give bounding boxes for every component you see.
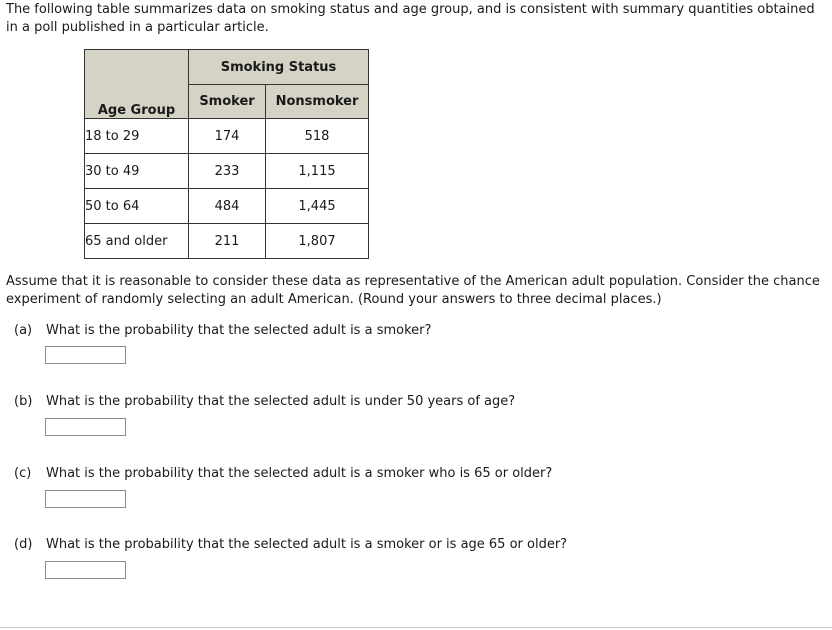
question-label: (a) [14,323,33,338]
smoker-cell: 211 [189,224,266,259]
nonsmoker-cell: 1,807 [266,224,369,259]
instructions-text: Assume that it is reasonable to consider these data as representative of the American adult population. Consider the chance experiment of randomly selecting an adult American. (Round your answers to three decimal places.) [6,274,820,307]
intro-text: The following table summarizes data on smoking status and age group, and is consistent with summary quantities obtained in a poll published in a particular article. [6,2,815,35]
answer-input-a[interactable] [45,346,126,364]
question-text: What is the probability that the selected adult is a smoker or is age 65 or older? [46,537,568,552]
smoker-cell: 233 [189,154,266,189]
question-d [14,536,567,554]
smoker-cell: 174 [189,119,266,154]
age-cell: 50 to 64 [85,189,189,224]
smoking-table [84,49,369,259]
nonsmoker-header: Nonsmoker [266,85,369,119]
nonsmoker-cell: 1,115 [266,154,369,189]
answer-input-c[interactable] [45,490,126,508]
question-label: (c) [14,466,32,481]
table-row [85,154,369,189]
smoker-header: Smoker [189,85,266,119]
question-label: (d) [14,537,33,552]
nonsmoker-cell: 518 [266,119,369,154]
age-group-header: Age Group [85,50,189,119]
answer-input-d[interactable] [45,561,126,579]
age-cell: 30 to 49 [85,154,189,189]
table-row [85,189,369,224]
table-row [85,224,369,259]
nonsmoker-cell: 1,445 [266,189,369,224]
age-cell: 65 and older [85,224,189,259]
question-text: What is the probability that the selected adult is a smoker who is 65 or older? [46,466,553,481]
bottom-divider [0,627,832,628]
question-text: What is the probability that the selected adult is a smoker? [46,323,432,338]
answer-input-b[interactable] [45,418,126,436]
question-a [14,322,431,340]
question-text: What is the probability that the selected adult is under 50 years of age? [46,394,516,409]
question-b [14,393,515,411]
table-row [85,119,369,154]
smoking-status-header: Smoking Status [189,50,369,85]
question-c [14,465,552,483]
question-label: (b) [14,394,33,409]
smoker-cell: 484 [189,189,266,224]
age-cell: 18 to 29 [85,119,189,154]
table-header-row-1 [85,50,369,85]
